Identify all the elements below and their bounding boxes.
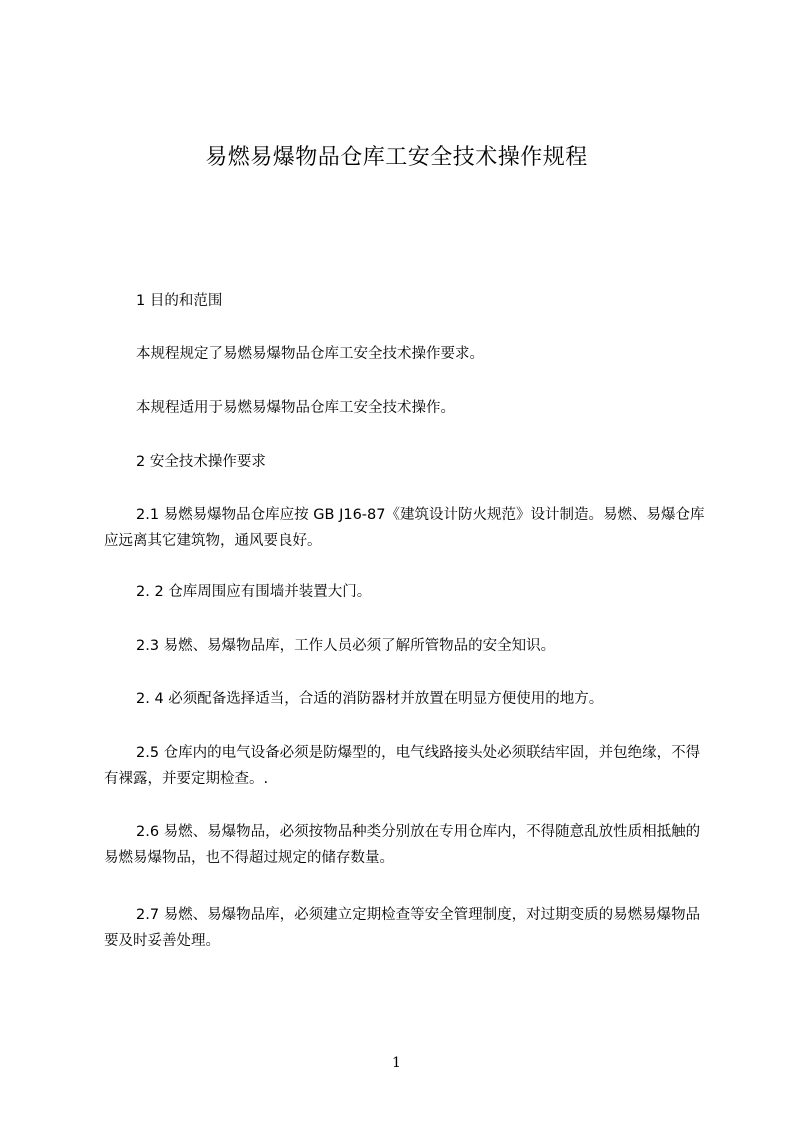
clause-2-5: 2.5 仓库内的电气设备必须是防爆型的，电气线路接头处必须联结牢固，并包绝缘，不得有裸露，并要定期检查。. (104, 745, 701, 787)
clause-2-7: 2.7 易燃、易爆物品库，必须建立定期检查等安全管理制度，对过期变质的易燃易爆物品要及时妥善处理。 (104, 907, 701, 949)
section-heading-2: 2 安全技术操作要求 (136, 454, 266, 470)
section-heading-1: 1 目的和范围 (136, 293, 223, 309)
paragraph: 本规程规定了易燃易爆物品仓库工安全技术操作要求。 (136, 346, 484, 362)
clause-2-6: 2.6 易燃、易爆物品，必须按物品种类分别放在专用仓库内，不得随意乱放性质相抵触的易燃易爆物品，也不得超过规定的储存数量。 (104, 824, 701, 866)
clause-2-4: 2. 4 必须配备选择适当，合适的消防器材并放置在明显方便使用的地方。 (136, 691, 604, 707)
page-number: 1 (392, 1055, 401, 1071)
document-title: 易燃易爆物品仓库工安全技术操作规程 (205, 145, 588, 170)
clause-2-1: 2.1 易燃易爆物品仓库应按 GB J16-87《建筑设计防火规范》设计制造。易燃、易爆仓库应远离其它建筑物，通风要良好。 (104, 507, 705, 549)
clause-2-2: 2. 2 仓库周围应有围墙并装置大门。 (136, 584, 372, 600)
clause-2-3: 2.3 易燃、易爆物品库，工作人员必须了解所管物品的安全知识。 (136, 638, 556, 654)
paragraph: 本规程适用于易燃易爆物品仓库工安全技术操作。 (136, 400, 455, 416)
